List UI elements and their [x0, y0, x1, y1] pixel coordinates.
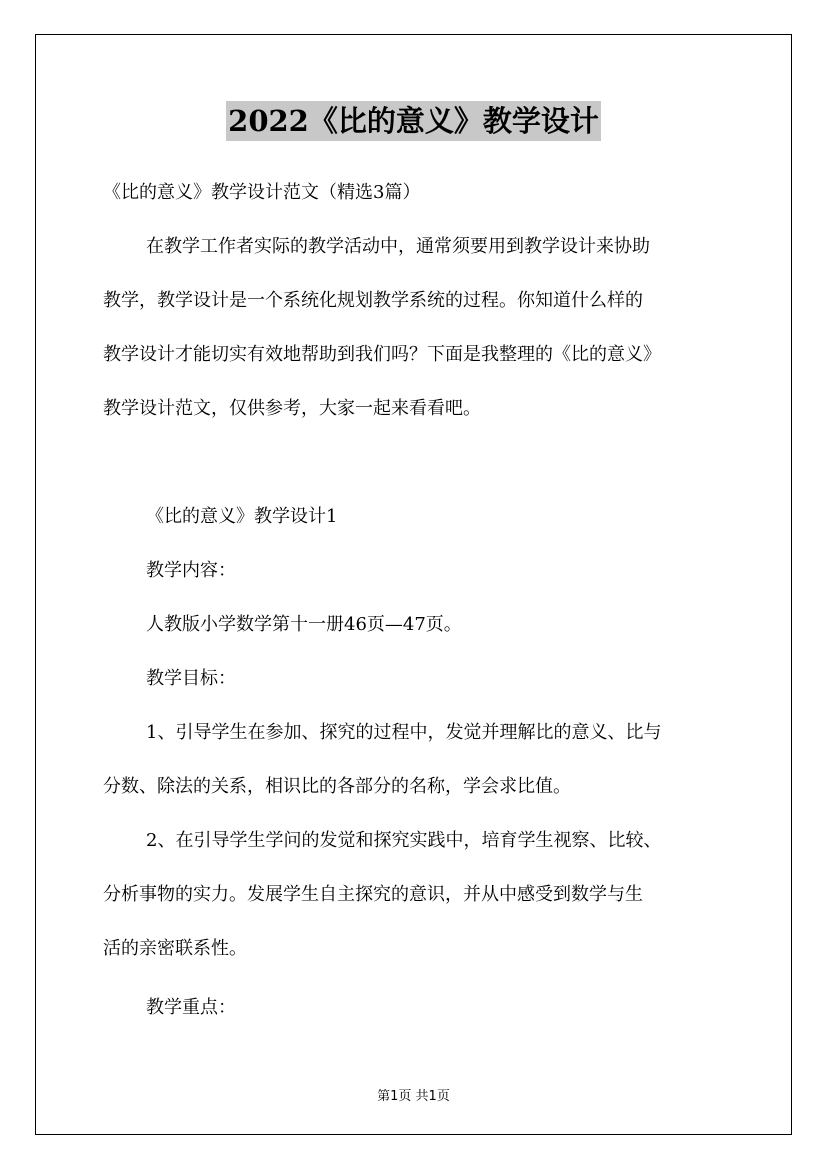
intro-line-3: 教学设计才能切实有效地帮助到我们吗？下面是我整理的《比的意义》: [103, 344, 661, 365]
goal-label: 教学目标：: [146, 668, 236, 689]
title-container: [0, 101, 827, 141]
goal2-line-1: 2、在引导学生学问的发觉和探究实践中，培育学生视察、比较、: [146, 830, 662, 851]
intro-line-4: 教学设计范文，仅供参考，大家一起来看看吧。: [103, 398, 481, 419]
page-footer: 第1页 共1页: [377, 1089, 450, 1104]
goal2-line-2: 分析事物的实力。发展学生自主探究的意识，并从中感受到数学与生: [103, 884, 643, 905]
goal2-line-3: 活的亲密联系性。: [103, 938, 247, 959]
content-text: 人教版小学数学第十一册46页—47页。: [146, 614, 462, 635]
document-title: 2022《比的意义》教学设计: [226, 101, 601, 141]
intro-line-1: 在教学工作者实际的教学活动中，通常须要用到教学设计来协助: [146, 236, 650, 257]
goal1-line-2: 分数、除法的关系，相识比的各部分的名称，学会求比值。: [103, 776, 571, 797]
goal1-line-1: 1、引导学生在参加、探究的过程中，发觉并理解比的意义、比与: [146, 722, 662, 743]
content-label: 教学内容：: [146, 560, 236, 581]
section-heading: 《比的意义》教学设计1: [146, 506, 338, 527]
intro-line-2: 教学，教学设计是一个系统化规划教学系统的过程。你知道什么样的: [103, 290, 643, 311]
key-label: 教学重点：: [146, 997, 236, 1018]
document-subtitle: 《比的意义》教学设计范文（精选3篇）: [103, 182, 421, 203]
